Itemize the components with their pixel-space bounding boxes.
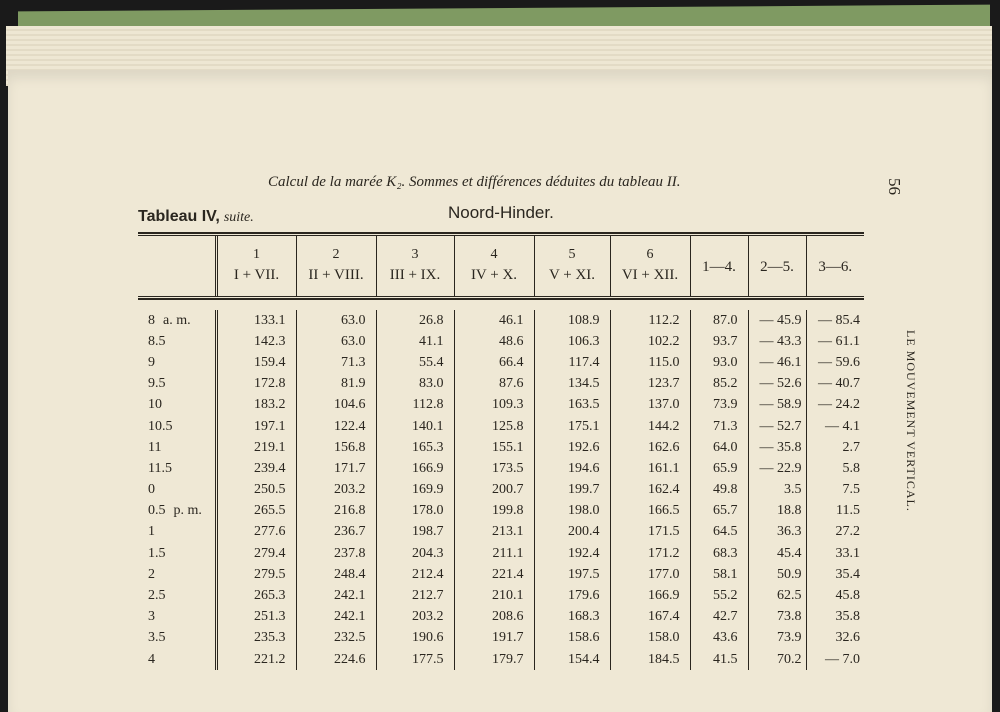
value-cell: 41.1 [376,331,454,352]
value-cell: 211.1 [454,543,534,564]
value-cell: 93.7 [690,331,748,352]
value-cell: 154.4 [534,649,610,670]
value-cell: 115.0 [610,352,690,373]
value-cell: 87.6 [454,374,534,395]
table-row [138,437,864,458]
value-cell: 66.4 [454,352,534,373]
time-value: 1.5 [148,545,166,561]
value-cell: 242.1 [296,585,376,606]
value-cell: 224.6 [296,649,376,670]
value-cell: 108.9 [534,310,610,331]
column-number: 3 [411,247,419,262]
value-cell: — 35.8 [748,437,806,458]
time-value: 3.5 [148,630,166,646]
value-cell: 70.2 [748,649,806,670]
time-cell [138,564,216,585]
time-cell [138,437,216,458]
column-header-5 [534,236,610,296]
column-label: V + XI. [548,267,596,283]
value-cell: 125.8 [454,416,534,437]
header-rule-thick [138,298,864,300]
value-cell: 199.7 [534,480,610,501]
time-value: 10.5 [148,418,173,434]
column-label: 2—5. [760,259,794,275]
value-cell: 265.5 [216,501,296,522]
value-cell: 50.9 [748,564,806,585]
value-cell: 133.1 [216,310,296,331]
table-row [138,649,864,670]
value-cell: 26.8 [376,310,454,331]
value-cell: 83.0 [376,374,454,395]
value-cell: — 40.7 [806,374,864,395]
value-cell: — 61.1 [806,331,864,352]
time-cell [138,607,216,628]
column-label: VI + XII. [621,267,679,283]
value-cell: 221.4 [454,564,534,585]
value-cell: 64.5 [690,522,748,543]
value-cell: 93.0 [690,352,748,373]
time-cell [138,543,216,564]
value-cell: 171.2 [610,543,690,564]
column-label: I + VII. [233,267,280,283]
value-cell: 45.8 [806,585,864,606]
table-row [138,458,864,479]
time-cell [138,480,216,501]
time-value: 11 [148,439,162,455]
value-cell: 191.7 [454,628,534,649]
value-cell: — 85.4 [806,310,864,331]
ampm-marker: a. m. [163,312,191,328]
header-row [138,236,864,296]
value-cell: — 4.1 [806,416,864,437]
value-cell: 173.5 [454,458,534,479]
value-cell: 112.2 [610,310,690,331]
value-cell: 169.9 [376,480,454,501]
value-cell: 232.5 [296,628,376,649]
value-cell: 161.1 [610,458,690,479]
time-value: 9 [148,354,155,370]
value-cell: 73.8 [748,607,806,628]
value-cell: 279.4 [216,543,296,564]
time-value: 4 [148,651,155,667]
value-cell: 32.6 [806,628,864,649]
value-cell: 167.4 [610,607,690,628]
time-cell [138,522,216,543]
value-cell: 55.4 [376,352,454,373]
value-cell: 42.7 [690,607,748,628]
value-cell: — 58.9 [748,395,806,416]
column-header-4 [454,236,534,296]
value-cell: 71.3 [690,416,748,437]
value-cell: — 22.9 [748,458,806,479]
value-cell: 41.5 [690,649,748,670]
value-cell: 73.9 [748,628,806,649]
value-cell: 216.8 [296,501,376,522]
column-label: 3—6. [818,259,853,275]
table-row [138,416,864,437]
column-label: IV + X. [470,267,518,283]
value-cell: 194.6 [534,458,610,479]
column-header-1 [216,236,296,296]
value-cell: 208.6 [454,607,534,628]
value-cell: 178.0 [376,501,454,522]
value-cell: 219.1 [216,437,296,458]
table-header [138,236,864,296]
value-cell: 63.0 [296,331,376,352]
header-stub [138,236,216,296]
value-cell: — 52.6 [748,374,806,395]
value-cell: 251.3 [216,607,296,628]
value-cell: 43.6 [690,628,748,649]
value-cell: 158.0 [610,628,690,649]
time-value: 11.5 [148,460,172,476]
value-cell: 35.4 [806,564,864,585]
table-row [138,352,864,373]
value-cell: 203.2 [296,480,376,501]
top-rule [138,232,864,234]
column-label: II + VIII. [308,267,364,283]
value-cell: 49.8 [690,480,748,501]
value-cell: — 45.9 [748,310,806,331]
value-cell: 184.5 [610,649,690,670]
table-row [138,310,864,331]
value-cell: 204.3 [376,543,454,564]
time-cell [138,649,216,670]
value-cell: 155.1 [454,437,534,458]
value-cell: 2.7 [806,437,864,458]
value-cell: 166.9 [610,585,690,606]
value-cell: 159.4 [216,352,296,373]
header-rule [138,296,864,297]
time-cell [138,310,216,331]
value-cell: 134.5 [534,374,610,395]
value-cell: 3.5 [748,480,806,501]
value-cell: 63.0 [296,310,376,331]
value-cell: 242.1 [296,607,376,628]
value-cell: 210.1 [454,585,534,606]
column-number: 5 [568,247,576,262]
value-cell: 112.8 [376,395,454,416]
value-cell: 35.8 [806,607,864,628]
value-cell: 65.9 [690,458,748,479]
value-cell: 239.4 [216,458,296,479]
value-cell: 235.3 [216,628,296,649]
value-cell: 87.0 [690,310,748,331]
column-number: 1 [253,247,260,262]
time-value: 3 [148,609,155,625]
value-cell: 163.5 [534,395,610,416]
value-cell: 102.2 [610,331,690,352]
value-cell: 212.4 [376,564,454,585]
value-cell: 198.7 [376,522,454,543]
value-cell: 7.5 [806,480,864,501]
time-cell [138,416,216,437]
value-cell: 237.8 [296,543,376,564]
value-cell: — 24.2 [806,395,864,416]
time-cell [138,374,216,395]
column-header-3 [376,236,454,296]
time-value: 10 [148,397,162,413]
page-caption: Calcul de la marée K₂. Sommes et différences déduites du tableau II. [268,174,681,190]
value-cell: 71.3 [296,352,376,373]
value-cell: 36.3 [748,522,806,543]
value-cell: 81.9 [296,374,376,395]
table-row [138,628,864,649]
value-cell: 177.5 [376,649,454,670]
value-cell: 158.6 [534,628,610,649]
time-value: 0 [148,482,155,498]
time-value: 0.5 [148,503,166,519]
time-cell [138,331,216,352]
time-value: 8.5 [148,333,166,349]
value-cell: 200.7 [454,480,534,501]
value-cell: 265.3 [216,585,296,606]
value-cell: 166.9 [376,458,454,479]
time-cell [138,352,216,373]
column-header-8 [748,236,806,296]
value-cell: 64.0 [690,437,748,458]
table-row [138,480,864,501]
value-cell: 109.3 [454,395,534,416]
value-cell: 236.7 [296,522,376,543]
value-cell: 213.1 [454,522,534,543]
table-label-italic: suite. [223,210,254,225]
value-cell: 156.8 [296,437,376,458]
value-cell: 198.0 [534,501,610,522]
time-cell [138,458,216,479]
value-cell: 33.1 [806,543,864,564]
ampm-marker: p. m. [173,503,202,519]
value-cell: 106.3 [534,331,610,352]
station-name: Noord-Hinder. [448,203,554,222]
table-label-bold: Tableau IV, [138,208,220,225]
time-cell [138,628,216,649]
value-cell: 73.9 [690,395,748,416]
value-cell: 192.6 [534,437,610,458]
value-cell: 168.3 [534,607,610,628]
table-row [138,395,864,416]
value-cell: — 52.7 [748,416,806,437]
column-label: III + IX. [389,267,441,283]
value-cell: 122.4 [296,416,376,437]
table-row [138,501,864,522]
value-cell: — 46.1 [748,352,806,373]
value-cell: 177.0 [610,564,690,585]
time-cell [138,585,216,606]
time-cell [138,395,216,416]
time-value: 8 [148,312,155,328]
time-value: 2.5 [148,588,166,604]
table-row [138,543,864,564]
value-cell: 48.6 [454,331,534,352]
column-header-9 [806,236,864,296]
column-number: 6 [646,247,654,262]
value-cell: 144.2 [610,416,690,437]
value-cell: 175.1 [534,416,610,437]
column-header-2 [296,236,376,296]
value-cell: 179.7 [454,649,534,670]
value-cell: 212.7 [376,585,454,606]
value-cell: 142.3 [216,331,296,352]
table-row [138,522,864,543]
column-number: 2 [332,247,340,262]
table-row [138,564,864,585]
value-cell: 162.4 [610,480,690,501]
value-cell: 171.7 [296,458,376,479]
value-cell: 277.6 [216,522,296,543]
table-row [138,331,864,352]
table-row [138,374,864,395]
table-row [138,585,864,606]
column-header-6 [610,236,690,296]
value-cell: — 43.3 [748,331,806,352]
value-cell: 190.6 [376,628,454,649]
value-cell: 11.5 [806,501,864,522]
value-cell: 183.2 [216,395,296,416]
table-body [138,310,864,670]
value-cell: 179.6 [534,585,610,606]
value-cell: — 59.6 [806,352,864,373]
value-cell: 5.8 [806,458,864,479]
value-cell: 140.1 [376,416,454,437]
value-cell: 162.6 [610,437,690,458]
table-row [138,607,864,628]
value-cell: 165.3 [376,437,454,458]
value-cell: 27.2 [806,522,864,543]
value-cell: 248.4 [296,564,376,585]
page-number: 56 [885,178,904,195]
time-value: 1 [148,524,155,540]
value-cell: 250.5 [216,480,296,501]
value-cell: 62.5 [748,585,806,606]
value-cell: 45.4 [748,543,806,564]
value-cell: 192.4 [534,543,610,564]
value-cell: 171.5 [610,522,690,543]
value-cell: 18.8 [748,501,806,522]
value-cell: 197.1 [216,416,296,437]
value-cell: 104.6 [296,395,376,416]
value-cell: 137.0 [610,395,690,416]
value-cell: — 7.0 [806,649,864,670]
running-head: LE MOUVEMENT VERTICAL. [904,330,918,512]
value-cell: 68.3 [690,543,748,564]
time-value: 2 [148,566,155,582]
time-value: 9.5 [148,376,166,392]
column-number: 4 [490,247,498,262]
value-cell: 117.4 [534,352,610,373]
value-cell: 58.1 [690,564,748,585]
column-label: 1—4. [702,259,736,275]
value-cell: 172.8 [216,374,296,395]
value-cell: 65.7 [690,501,748,522]
value-cell: 166.5 [610,501,690,522]
value-cell: 279.5 [216,564,296,585]
column-header-7 [690,236,748,296]
value-cell: 55.2 [690,585,748,606]
value-cell: 46.1 [454,310,534,331]
value-cell: 85.2 [690,374,748,395]
time-cell [138,501,216,522]
value-cell: 123.7 [610,374,690,395]
value-cell: 221.2 [216,649,296,670]
value-cell: 203.2 [376,607,454,628]
table-label [138,208,254,226]
value-cell: 199.8 [454,501,534,522]
value-cell: 197.5 [534,564,610,585]
value-cell: 200.4 [534,522,610,543]
